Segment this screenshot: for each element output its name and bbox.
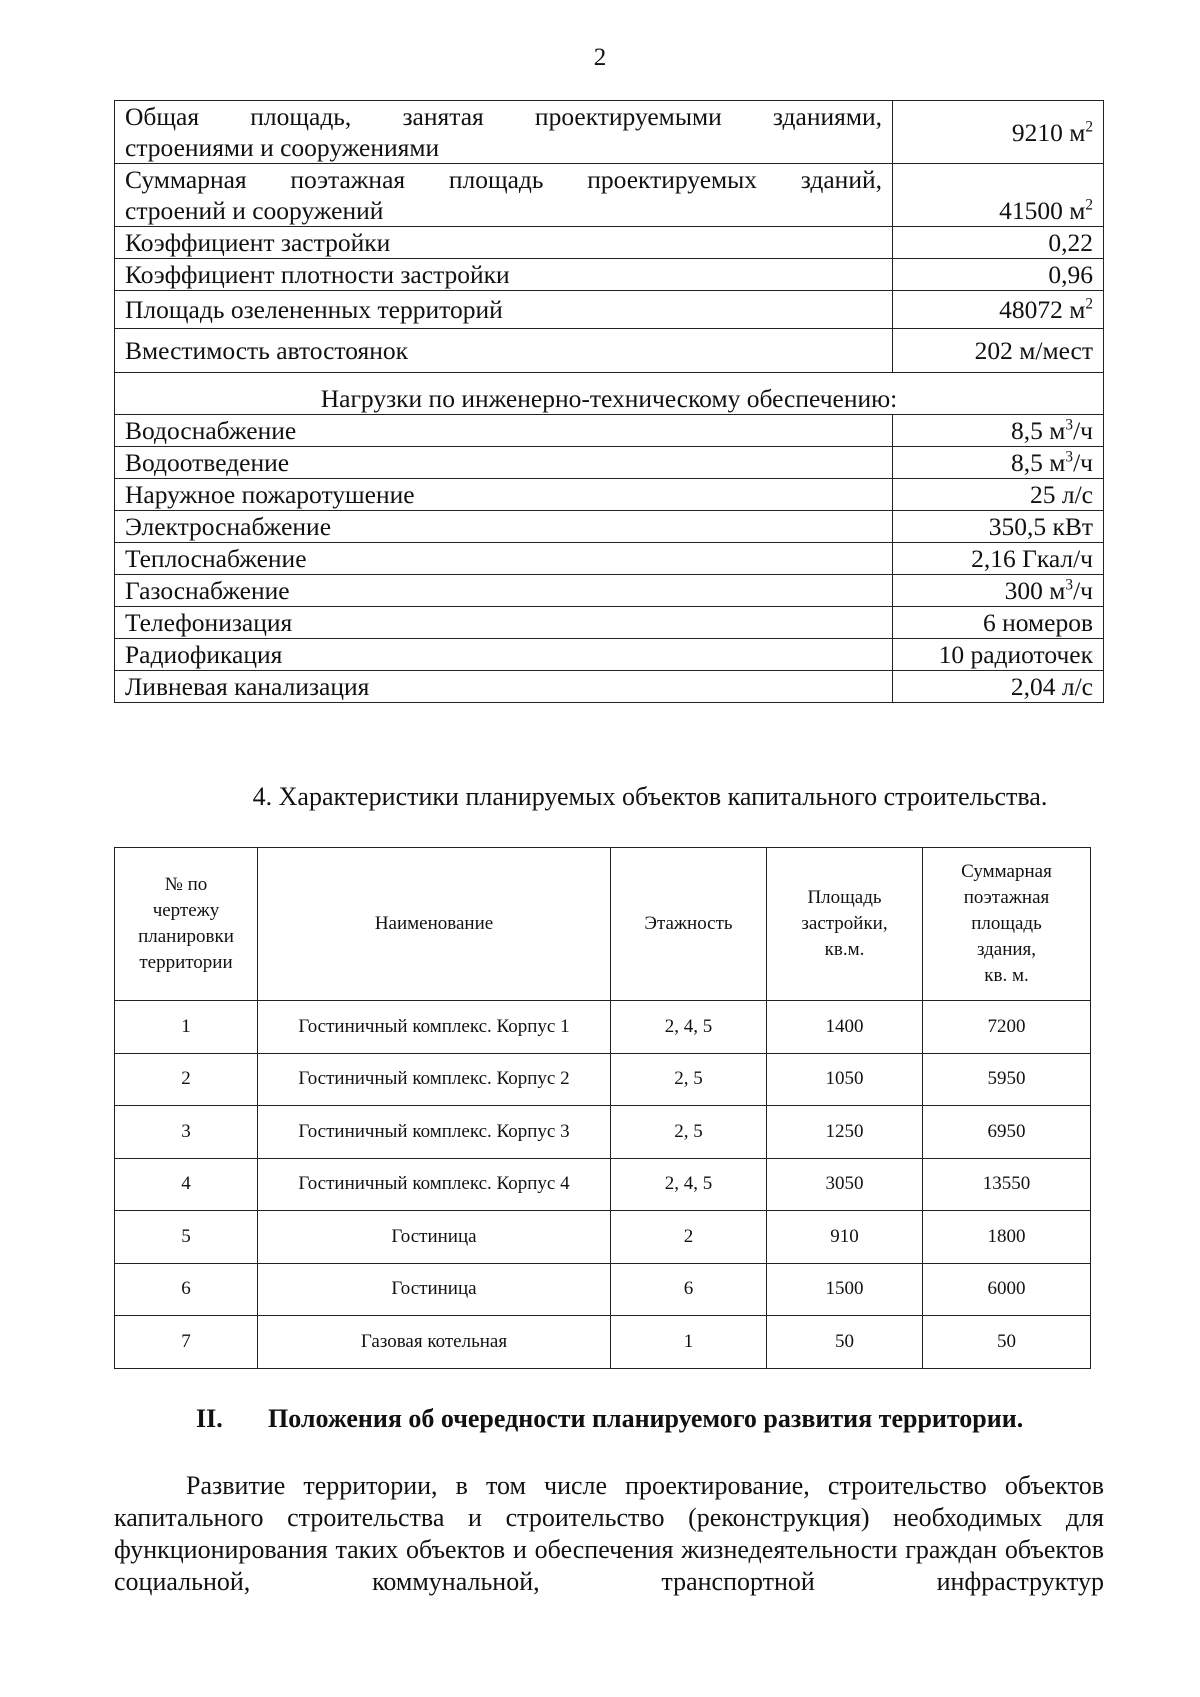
table-row <box>115 227 1104 259</box>
value-cell: 300 $м^3/ч$ <box>893 575 1104 607</box>
cell-name: Гостиничный комплекс. Корпус 3 <box>258 1106 611 1159</box>
cell-name: Газовая котельная <box>258 1316 611 1369</box>
cell-number: 3 <box>115 1106 258 1159</box>
value-cell: 0,96 <box>893 259 1104 291</box>
table-row <box>115 671 1104 703</box>
cell-number: 2 <box>115 1053 258 1106</box>
table-row <box>115 1001 1091 1054</box>
cell-floors: 2, 4, 5 <box>611 1158 767 1211</box>
cell-name: Гостиничный комплекс. Корпус 1 <box>258 1001 611 1054</box>
header-name: Наименование <box>258 848 611 1001</box>
cell-floors: 2, 5 <box>611 1053 767 1106</box>
section-title: Положения об очередности планируемого развития территории. <box>268 1404 1024 1433</box>
cell-total-area: 5950 <box>923 1053 1091 1106</box>
label-cell: Вместимость автостоянок <box>115 329 893 373</box>
table-row <box>115 259 1104 291</box>
value-cell: 48072 $м^2$ <box>893 291 1104 329</box>
cell-built-area: 1500 <box>767 1263 923 1316</box>
value-cell: 10 радиоточек <box>893 639 1104 671</box>
cell-name: Гостиница <box>258 1263 611 1316</box>
value-cell: 9210 $м^2$ <box>893 101 1104 164</box>
value-cell: 350,5 кВт <box>893 511 1104 543</box>
cell-built-area: 1250 <box>767 1106 923 1159</box>
table-row <box>115 373 1104 415</box>
table-row <box>115 1316 1091 1369</box>
label-cell: Коэффициент плотности застройки <box>115 259 893 291</box>
label-cell: Газоснабжение <box>115 575 893 607</box>
value-cell: 2,04 л/с <box>893 671 1104 703</box>
cell-floors: 2, 4, 5 <box>611 1001 767 1054</box>
value-cell: 41500 $м^2$ <box>893 164 1104 227</box>
label-cell: Коэффициент застройки <box>115 227 893 259</box>
table-row <box>115 1211 1091 1264</box>
cell-floors: 1 <box>611 1316 767 1369</box>
cell-name: Гостиничный комплекс. Корпус 4 <box>258 1158 611 1211</box>
cell-floors: 6 <box>611 1263 767 1316</box>
label-cell: Телефонизация <box>115 607 893 639</box>
page-number: 2 <box>593 44 607 71</box>
cell-name: Гостиница <box>258 1211 611 1264</box>
cell-total-area: 13550 <box>923 1158 1091 1211</box>
cell-built-area: 910 <box>767 1211 923 1264</box>
label-cell: Ливневая канализация <box>115 671 893 703</box>
value-cell: 2,16 Гкал/ч <box>893 543 1104 575</box>
cell-number: 4 <box>115 1158 258 1211</box>
value-cell: 6 номеров <box>893 607 1104 639</box>
cell-built-area: 3050 <box>767 1158 923 1211</box>
table-caption: 4. Характеристики планируемых объектов капитального строительства. <box>252 782 1048 811</box>
objects-table <box>114 847 1091 1369</box>
cell-total-area: 1800 <box>923 1211 1091 1264</box>
header-drawing-number: № по чертежу планировки территории <box>115 848 258 1001</box>
table-row <box>115 447 1104 479</box>
value-cell: 202 м/мест <box>893 329 1104 373</box>
cell-floors: 2 <box>611 1211 767 1264</box>
value-cell: 0,22 <box>893 227 1104 259</box>
summary-table <box>114 100 1104 703</box>
cell-number: 5 <box>115 1211 258 1264</box>
header-floors: Этажность <box>611 848 767 1001</box>
table-row <box>115 607 1104 639</box>
table-row <box>115 575 1104 607</box>
cell-total-area: 6950 <box>923 1106 1091 1159</box>
loads-header: Нагрузки по инженерно-техническому обеспечению: <box>115 373 1104 415</box>
cell-total-area: 7200 <box>923 1001 1091 1054</box>
table-row <box>115 329 1104 373</box>
table-row <box>115 1158 1091 1211</box>
table-row <box>115 543 1104 575</box>
label-cell: Теплоснабжение <box>115 543 893 575</box>
table-row <box>115 479 1104 511</box>
cell-built-area: 1400 <box>767 1001 923 1054</box>
table-row <box>115 291 1104 329</box>
label-cell: Общая площадь, занятая проектируемыми зданиями, строениями и сооружениями <box>115 101 893 164</box>
header-row <box>115 848 1091 1001</box>
value-cell: 8,5 $м^3/ч$ <box>893 447 1104 479</box>
cell-built-area: 1050 <box>767 1053 923 1106</box>
table-row <box>115 511 1104 543</box>
label-cell: Водоотведение <box>115 447 893 479</box>
header-built-area: Площадь застройки, кв.м. <box>767 848 923 1001</box>
cell-floors: 2, 5 <box>611 1106 767 1159</box>
cell-number: 7 <box>115 1316 258 1369</box>
label-cell: Наружное пожаротушение <box>115 479 893 511</box>
header-total-floor-area: Суммарная поэтажная площадь здания, кв. м. <box>923 848 1091 1001</box>
cell-number: 6 <box>115 1263 258 1316</box>
cell-built-area: 50 <box>767 1316 923 1369</box>
cell-total-area: 6000 <box>923 1263 1091 1316</box>
table-row <box>115 639 1104 671</box>
label-cell: Суммарная поэтажная площадь проектируемых зданий, строений и сооружений <box>115 164 893 227</box>
table-row <box>115 415 1104 447</box>
cell-total-area: 50 <box>923 1316 1091 1369</box>
value-cell: 25 л/с <box>893 479 1104 511</box>
cell-name: Гостиничный комплекс. Корпус 2 <box>258 1053 611 1106</box>
table-row <box>115 164 1104 227</box>
label-cell: Электроснабжение <box>115 511 893 543</box>
section-number: II. <box>196 1404 223 1433</box>
table-row <box>115 1106 1091 1159</box>
cell-number: 1 <box>115 1001 258 1054</box>
table-row <box>115 1053 1091 1106</box>
table-row <box>115 101 1104 164</box>
label-cell: Площадь озелененных территорий <box>115 291 893 329</box>
label-cell: Радиофикация <box>115 639 893 671</box>
body-paragraph: Развитие территории, в том числе проектирование, строительство объектов капитального строительства и строительство (реконструкция) необходимых для функционирования таких объектов и обеспечения жизнедеятельности граждан объектов социальной, коммунальной, транспортной инфраструктур <box>114 1471 1104 1596</box>
section-heading <box>196 1404 1023 1434</box>
label-cell: Водоснабжение <box>115 415 893 447</box>
table-row <box>115 1263 1091 1316</box>
value-cell: 8,5 $м^3/ч$ <box>893 415 1104 447</box>
